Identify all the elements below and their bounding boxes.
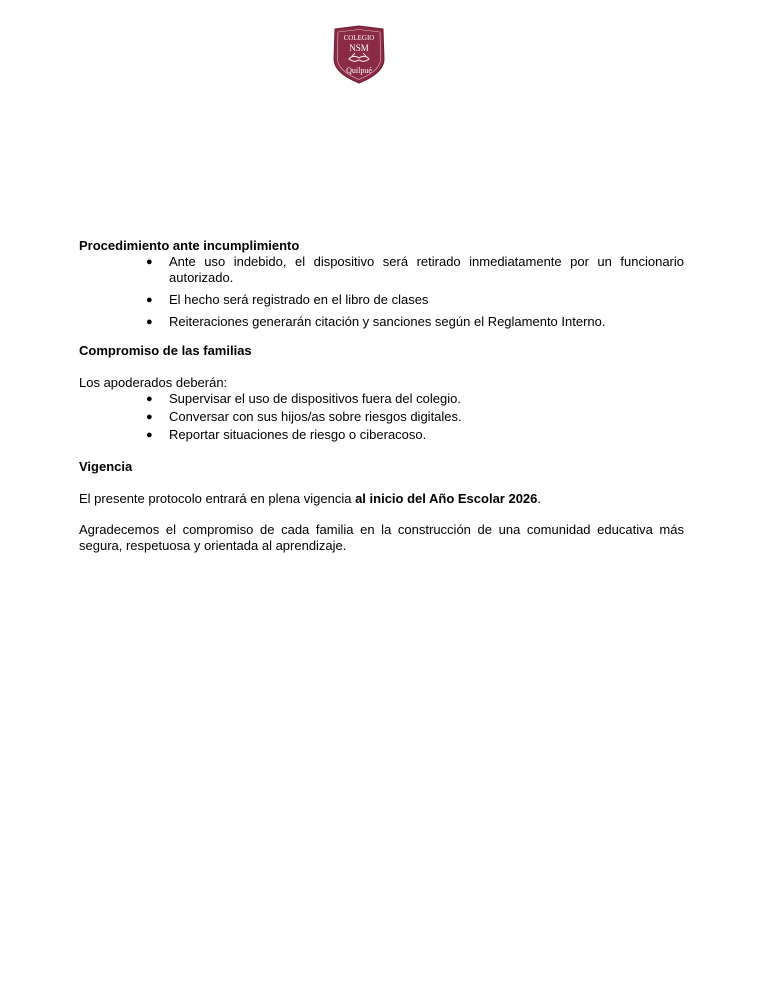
logo-text-nsm: NSM [349, 43, 369, 53]
list-item: ● Reiteraciones generarán citación y sanciones según el Reglamento Interno. [146, 314, 606, 329]
section-title-procedimiento: Procedimiento ante incumplimiento [79, 238, 300, 253]
list-item: ● Conversar con sus hijos/as sobre riesgos digitales. [146, 409, 462, 424]
bullet-icon: ● [146, 294, 153, 306]
list-item: ● El hecho será registrado en el libro de clases [146, 292, 429, 307]
logo-text-quilpue: Quilpué [346, 66, 372, 75]
bullet-icon: ● [146, 316, 153, 328]
bullet-icon: ● [146, 411, 153, 423]
bullet-icon: ● [146, 256, 153, 268]
compromiso-list [79, 391, 684, 443]
compromiso-intro: Los apoderados deberán: [79, 375, 228, 390]
vigencia-text: El presente protocolo entrará en plena vigencia al inicio del Año Escolar 2026. [79, 491, 542, 506]
section-title-compromiso: Compromiso de las familias [79, 343, 252, 358]
bullet-icon: ● [146, 393, 153, 405]
section-title-vigencia: Vigencia [79, 459, 133, 474]
vigencia-date-emphasis: al inicio del Año Escolar 2026 [355, 491, 538, 506]
bullet-icon: ● [146, 429, 153, 441]
document-body [79, 238, 684, 554]
list-item: ● Ante uso indebido, el dispositivo será retirado inmediatamente por un funcionario autorizado. [146, 254, 684, 285]
list-item: ● Supervisar el uso de dispositivos fuera del colegio. [146, 391, 461, 406]
school-logo [331, 25, 387, 85]
procedimiento-list [79, 254, 684, 330]
shield-crest-icon [331, 25, 387, 85]
list-item: ● Reportar situaciones de riesgo o ciberacoso. [146, 427, 427, 442]
logo-text-colegio: COLEGIO [343, 34, 375, 42]
closing-paragraph: Agradecemos el compromiso de cada familia en la construcción de una comunidad educativa más segura, respetuosa y orientada al aprendizaje. [79, 522, 684, 553]
